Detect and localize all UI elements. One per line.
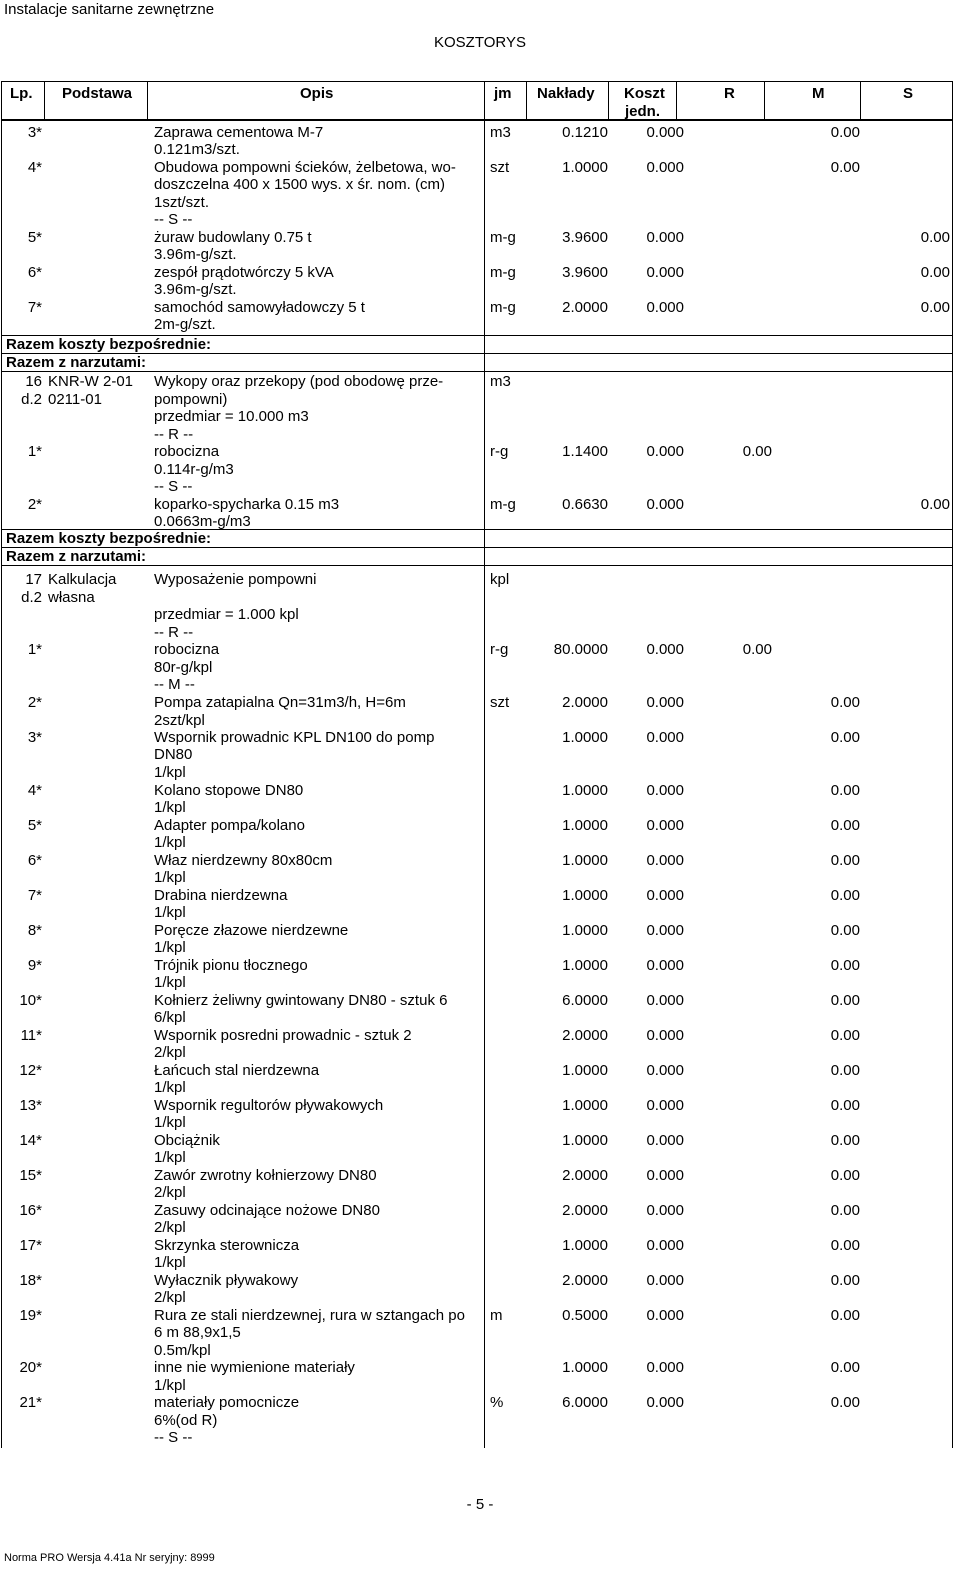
row-jm: m3 bbox=[490, 373, 511, 390]
row-lp: 3* bbox=[27, 729, 42, 746]
table-row bbox=[0, 1359, 960, 1376]
row-s-value: 0.00 bbox=[920, 299, 950, 316]
software-footer: Norma PRO Wersja 4.41a Nr seryjny: 8999 bbox=[4, 1552, 215, 1564]
table-row bbox=[0, 922, 960, 939]
row-naklady: 1.0000 bbox=[562, 782, 608, 799]
row-opis: Zawór zwrotny kołnierzowy DN80 bbox=[154, 1167, 377, 1184]
table-row bbox=[0, 817, 960, 834]
table-row bbox=[0, 1044, 960, 1061]
row-opis: Adapter pompa/kolano bbox=[154, 817, 305, 834]
row-opis: -- R -- bbox=[154, 624, 194, 641]
table-row bbox=[0, 461, 960, 478]
section-razem-z-narzutami: Razem z narzutami: bbox=[6, 354, 147, 371]
row-opis: inne nie wymienione materiały bbox=[154, 1359, 355, 1376]
row-s-value: 0.00 bbox=[920, 496, 950, 513]
row-opis: 80r-g/kpl bbox=[154, 659, 213, 676]
row-opis: doszczelna 400 x 1500 wys. x śr. nom. (cm) bbox=[154, 176, 445, 193]
row-naklady: 2.0000 bbox=[562, 1272, 608, 1289]
row-jm: m bbox=[490, 1307, 503, 1324]
table-row bbox=[0, 513, 960, 530]
row-opis: żuraw budowlany 0.75 t bbox=[154, 229, 312, 246]
table-row bbox=[0, 852, 960, 869]
row-koszt-jedn: 0.000 bbox=[646, 124, 684, 141]
col-header-jm: jm bbox=[494, 85, 512, 102]
row-naklady: 6.0000 bbox=[562, 992, 608, 1009]
row-lp: 11* bbox=[20, 1027, 42, 1044]
row-koszt-jedn: 0.000 bbox=[646, 922, 684, 939]
row-opis: 6 m 88,9x1,5 bbox=[154, 1324, 241, 1341]
row-opis: przedmiar = 1.000 kpl bbox=[154, 606, 299, 623]
row-opis: 1/kpl bbox=[154, 904, 186, 921]
table-row bbox=[0, 426, 960, 443]
table-row bbox=[0, 624, 960, 641]
row-lp: 1* bbox=[27, 443, 42, 460]
row-opis: 2m-g/szt. bbox=[154, 316, 216, 333]
row-opis: zespół prądotwórczy 5 kVA bbox=[154, 264, 334, 281]
table-row bbox=[0, 1412, 960, 1429]
row-opis: Skrzynka sterownicza bbox=[154, 1237, 300, 1254]
row-opis: robocizna bbox=[154, 443, 220, 460]
row-lp: 4* bbox=[27, 782, 42, 799]
row-naklady: 2.0000 bbox=[562, 1167, 608, 1184]
row-koszt-jedn: 0.000 bbox=[646, 159, 684, 176]
table-row bbox=[0, 589, 960, 606]
row-jm: m-g bbox=[490, 299, 516, 316]
row-koszt-jedn: 0.000 bbox=[646, 887, 684, 904]
row-s-value: 0.00 bbox=[830, 957, 860, 974]
table-row bbox=[0, 1132, 960, 1149]
row-jm: kpl bbox=[490, 571, 510, 588]
table-row bbox=[0, 443, 960, 460]
row-opis: DN80 bbox=[154, 746, 193, 763]
row-jm: m-g bbox=[490, 264, 516, 281]
row-lp: 6* bbox=[27, 852, 42, 869]
row-opis: 1/kpl bbox=[154, 939, 186, 956]
table-row bbox=[0, 641, 960, 658]
row-lp: 13* bbox=[19, 1097, 42, 1114]
row-lp: 14* bbox=[19, 1132, 42, 1149]
table-row bbox=[0, 1307, 960, 1324]
table-row bbox=[0, 264, 960, 281]
row-naklady: 1.0000 bbox=[562, 1062, 608, 1079]
row-koszt-jedn: 0.000 bbox=[646, 641, 684, 658]
table-row bbox=[0, 478, 960, 495]
table-row bbox=[0, 764, 960, 781]
table-row bbox=[0, 124, 960, 141]
row-s-value: 0.00 bbox=[830, 782, 860, 799]
row-opis: 1/kpl bbox=[154, 1114, 186, 1131]
section-koszty-bezposrednie: Razem koszty bezpośrednie: bbox=[6, 530, 212, 547]
row-opis: 0.5m/kpl bbox=[154, 1342, 211, 1359]
row-koszt-jedn: 0.000 bbox=[646, 1097, 684, 1114]
row-naklady: 3.9600 bbox=[562, 229, 608, 246]
row-naklady: 1.0000 bbox=[562, 729, 608, 746]
row-opis: 0.0663m-g/m3 bbox=[154, 513, 251, 530]
row-lp: 4* bbox=[27, 159, 42, 176]
col-header-s: S bbox=[903, 85, 914, 102]
row-lp: 6* bbox=[27, 264, 42, 281]
row-podstawa: Kalkulacja bbox=[48, 571, 117, 588]
row-naklady: 1.0000 bbox=[562, 852, 608, 869]
row-naklady: 1.0000 bbox=[562, 922, 608, 939]
row-s-value: 0.00 bbox=[830, 922, 860, 939]
row-opis: 6/kpl bbox=[154, 1009, 186, 1026]
row-koszt-jedn: 0.000 bbox=[646, 1027, 684, 1044]
row-lp: 3* bbox=[27, 124, 42, 141]
row-opis: materiały pomocnicze bbox=[154, 1394, 300, 1411]
row-koszt-jedn: 0.000 bbox=[646, 1359, 684, 1376]
table-row bbox=[0, 316, 960, 333]
row-naklady: 1.0000 bbox=[562, 1237, 608, 1254]
table-row bbox=[0, 834, 960, 851]
row-koszt-jedn: 0.000 bbox=[646, 957, 684, 974]
col-header-lp: Lp. bbox=[10, 85, 33, 102]
row-koszt-jedn: 0.000 bbox=[646, 694, 684, 711]
table-row bbox=[0, 571, 960, 588]
row-opis: 6%(od R) bbox=[154, 1412, 218, 1429]
row-opis: Wyłacznik pływakowy bbox=[154, 1272, 299, 1289]
row-s-value: 0.00 bbox=[830, 1062, 860, 1079]
row-lp: 9* bbox=[27, 957, 42, 974]
row-opis: 0.121m3/szt. bbox=[154, 141, 240, 158]
table-row bbox=[0, 1202, 960, 1219]
row-opis: -- R -- bbox=[154, 426, 194, 443]
row-s-value: 0.00 bbox=[830, 159, 860, 176]
row-opis: 1/kpl bbox=[154, 764, 186, 781]
row-lp: 8* bbox=[27, 922, 42, 939]
row-opis: 3.96m-g/szt. bbox=[154, 281, 237, 298]
row-naklady: 0.6630 bbox=[562, 496, 608, 513]
row-koszt-jedn: 0.000 bbox=[646, 729, 684, 746]
row-opis: Poręcze złazowe nierdzewne bbox=[154, 922, 349, 939]
row-koszt-jedn: 0.000 bbox=[646, 443, 684, 460]
row-lp: 16* bbox=[19, 1202, 42, 1219]
table-row bbox=[0, 904, 960, 921]
row-lp: 2* bbox=[27, 694, 42, 711]
col-header-m: M bbox=[812, 85, 825, 102]
table-row bbox=[0, 957, 960, 974]
table-row bbox=[0, 1219, 960, 1236]
table-row bbox=[0, 1097, 960, 1114]
row-opis: Rura ze stali nierdzewnej, rura w sztangach po bbox=[154, 1307, 465, 1324]
row-koszt-jedn: 0.000 bbox=[646, 852, 684, 869]
row-naklady: 1.0000 bbox=[562, 1359, 608, 1376]
row-opis: Wspornik regultorów pływakowych bbox=[154, 1097, 384, 1114]
table-row bbox=[0, 1254, 960, 1271]
row-koszt-jedn: 0.000 bbox=[646, 1307, 684, 1324]
row-podstawa: 0211-01 bbox=[48, 391, 102, 408]
row-opis: -- M -- bbox=[154, 676, 195, 693]
row-opis: Zasuwy odcinające nożowe DN80 bbox=[154, 1202, 380, 1219]
row-koszt-jedn: 0.000 bbox=[646, 299, 684, 316]
row-jm: m-g bbox=[490, 229, 516, 246]
table-row bbox=[0, 1342, 960, 1359]
row-s-value: 0.00 bbox=[830, 729, 860, 746]
row-naklady: 2.0000 bbox=[562, 1202, 608, 1219]
table-row bbox=[0, 1149, 960, 1166]
row-lp: 17* bbox=[19, 1237, 42, 1254]
table-row bbox=[0, 659, 960, 676]
table-row bbox=[0, 1114, 960, 1131]
row-opis: 2szt/kpl bbox=[154, 712, 205, 729]
row-lp: 21* bbox=[19, 1394, 42, 1411]
table-row bbox=[0, 1009, 960, 1026]
row-jm: szt bbox=[490, 159, 510, 176]
row-lp: 5* bbox=[27, 817, 42, 834]
table-row bbox=[0, 373, 960, 390]
table-row bbox=[0, 229, 960, 246]
row-opis: 1/kpl bbox=[154, 869, 186, 886]
table-row bbox=[0, 992, 960, 1009]
row-podstawa: KNR-W 2-01 bbox=[48, 373, 134, 390]
row-jm: r-g bbox=[490, 641, 509, 658]
row-opis: Wspornik prowadnic KPL DN100 do pomp bbox=[154, 729, 435, 746]
row-naklady: 1.1400 bbox=[562, 443, 608, 460]
row-opis: Wykopy oraz przekopy (pod obodowę prze- bbox=[154, 373, 444, 390]
row-koszt-jedn: 0.000 bbox=[646, 1202, 684, 1219]
row-opis: Obciążnik bbox=[154, 1132, 220, 1149]
row-opis: Kołnierz żeliwny gwintowany DN80 - sztuk 6 bbox=[154, 992, 448, 1009]
row-koszt-jedn: 0.000 bbox=[646, 1272, 684, 1289]
row-jm: m-g bbox=[490, 496, 516, 513]
table-row bbox=[0, 408, 960, 425]
row-opis: 1/kpl bbox=[154, 974, 186, 991]
document-title: Instalacje sanitarne zewnętrzne bbox=[4, 1, 215, 18]
row-naklady: 1.0000 bbox=[562, 1097, 608, 1114]
row-naklady: 3.9600 bbox=[562, 264, 608, 281]
table-row bbox=[0, 1394, 960, 1411]
row-opis: Wyposażenie pompowni bbox=[154, 571, 317, 588]
row-koszt-jedn: 0.000 bbox=[646, 782, 684, 799]
row-koszt-jedn: 0.000 bbox=[646, 264, 684, 281]
table-row bbox=[0, 1079, 960, 1096]
row-s-value: 0.00 bbox=[830, 1237, 860, 1254]
row-lp: d.2 bbox=[21, 589, 42, 606]
row-jm: szt bbox=[490, 694, 510, 711]
row-opis: robocizna bbox=[154, 641, 220, 658]
section-koszty-bezposrednie: Razem koszty bezpośrednie: bbox=[6, 336, 212, 353]
table-row bbox=[0, 606, 960, 623]
table-row bbox=[0, 246, 960, 263]
row-opis: Obudowa pompowni ścieków, żelbetowa, wo- bbox=[154, 159, 456, 176]
row-jm: r-g bbox=[490, 443, 509, 460]
row-s-value: 0.00 bbox=[830, 694, 860, 711]
table-row bbox=[0, 782, 960, 799]
table-row bbox=[0, 799, 960, 816]
table-row bbox=[0, 1377, 960, 1394]
row-koszt-jedn: 0.000 bbox=[646, 496, 684, 513]
table-row bbox=[0, 939, 960, 956]
row-jm: % bbox=[490, 1394, 504, 1411]
col-header-naklady: Nakłady bbox=[537, 85, 595, 102]
row-opis: -- S -- bbox=[154, 478, 193, 495]
table-row bbox=[0, 1272, 960, 1289]
row-naklady: 1.0000 bbox=[562, 887, 608, 904]
row-lp: 2* bbox=[27, 496, 42, 513]
page-heading: KOSZTORYS bbox=[434, 34, 526, 51]
table-row bbox=[0, 496, 960, 513]
table-row bbox=[0, 974, 960, 991]
row-opis: 1szt/szt. bbox=[154, 194, 210, 211]
row-koszt-jedn: 0.000 bbox=[646, 1237, 684, 1254]
row-s-value: 0.00 bbox=[830, 1027, 860, 1044]
table-row bbox=[0, 1237, 960, 1254]
row-opis: 2/kpl bbox=[154, 1219, 186, 1236]
row-naklady: 0.1210 bbox=[562, 124, 608, 141]
table-row bbox=[0, 712, 960, 729]
row-opis: -- S -- bbox=[154, 211, 193, 228]
row-s-value: 0.00 bbox=[830, 1272, 860, 1289]
row-lp: 20* bbox=[19, 1359, 42, 1376]
table-row bbox=[0, 1184, 960, 1201]
table-row bbox=[0, 729, 960, 746]
row-r-value: 0.00 bbox=[742, 443, 772, 460]
row-lp: 18* bbox=[19, 1272, 42, 1289]
row-opis: 1/kpl bbox=[154, 799, 186, 816]
page-number: - 5 - bbox=[466, 1496, 494, 1513]
row-opis: samochód samowyładowczy 5 t bbox=[154, 299, 365, 316]
table-row bbox=[0, 391, 960, 408]
row-koszt-jedn: 0.000 bbox=[646, 1062, 684, 1079]
row-lp: 1* bbox=[27, 641, 42, 658]
table-row bbox=[0, 1167, 960, 1184]
table-row bbox=[0, 194, 960, 211]
row-s-value: 0.00 bbox=[830, 992, 860, 1009]
table-row bbox=[0, 1062, 960, 1079]
table-row bbox=[0, 1429, 960, 1446]
table-row bbox=[0, 1289, 960, 1306]
table-row bbox=[0, 887, 960, 904]
row-podstawa: własna bbox=[48, 589, 95, 606]
row-s-value: 0.00 bbox=[830, 124, 860, 141]
section-razem-z-narzutami: Razem z narzutami: bbox=[6, 548, 147, 565]
row-lp: d.2 bbox=[21, 391, 42, 408]
row-naklady: 1.0000 bbox=[562, 159, 608, 176]
col-header-koszt-jedn: jedn. bbox=[625, 103, 661, 120]
table-row bbox=[0, 176, 960, 193]
row-naklady: 2.0000 bbox=[562, 1027, 608, 1044]
row-s-value: 0.00 bbox=[830, 887, 860, 904]
row-koszt-jedn: 0.000 bbox=[646, 1167, 684, 1184]
row-opis: Właz nierdzewny 80x80cm bbox=[154, 852, 333, 869]
row-lp: 17 bbox=[25, 571, 42, 588]
row-lp: 16 bbox=[25, 373, 42, 390]
row-lp: 7* bbox=[27, 299, 42, 316]
row-opis: 1/kpl bbox=[154, 1149, 186, 1166]
row-naklady: 1.0000 bbox=[562, 817, 608, 834]
row-lp: 10* bbox=[19, 992, 42, 1009]
row-s-value: 0.00 bbox=[830, 1097, 860, 1114]
table-row bbox=[0, 746, 960, 763]
row-opis: Łańcuch stal nierdzewna bbox=[154, 1062, 320, 1079]
row-opis: -- S -- bbox=[154, 1429, 193, 1446]
table-row bbox=[0, 299, 960, 316]
row-s-value: 0.00 bbox=[830, 852, 860, 869]
row-koszt-jedn: 0.000 bbox=[646, 229, 684, 246]
table-row bbox=[0, 694, 960, 711]
row-opis: 1/kpl bbox=[154, 1254, 186, 1271]
row-opis: Drabina nierdzewna bbox=[154, 887, 288, 904]
row-opis: Zaprawa cementowa M-7 bbox=[154, 124, 324, 141]
row-jm: m3 bbox=[490, 124, 511, 141]
row-s-value: 0.00 bbox=[830, 1394, 860, 1411]
row-s-value: 0.00 bbox=[830, 817, 860, 834]
row-naklady: 6.0000 bbox=[562, 1394, 608, 1411]
row-naklady: 2.0000 bbox=[562, 694, 608, 711]
row-naklady: 1.0000 bbox=[562, 957, 608, 974]
row-opis: 1/kpl bbox=[154, 1079, 186, 1096]
row-opis: 1/kpl bbox=[154, 1377, 186, 1394]
row-opis: Wspornik posredni prowadnic - sztuk 2 bbox=[154, 1027, 412, 1044]
table-row bbox=[0, 159, 960, 176]
row-opis: Kolano stopowe DN80 bbox=[154, 782, 304, 799]
col-header-opis: Opis bbox=[300, 85, 334, 102]
row-lp: 12* bbox=[19, 1062, 42, 1079]
row-s-value: 0.00 bbox=[920, 264, 950, 281]
row-opis: przedmiar = 10.000 m3 bbox=[154, 408, 309, 425]
row-koszt-jedn: 0.000 bbox=[646, 817, 684, 834]
table-row bbox=[0, 141, 960, 158]
row-lp: 7* bbox=[27, 887, 42, 904]
row-s-value: 0.00 bbox=[920, 229, 950, 246]
row-opis: pompowni) bbox=[154, 391, 228, 408]
table-row bbox=[0, 211, 960, 228]
row-opis: koparko-spycharka 0.15 m3 bbox=[154, 496, 340, 513]
table-row bbox=[0, 676, 960, 693]
row-koszt-jedn: 0.000 bbox=[646, 1394, 684, 1411]
row-opis: 2/kpl bbox=[154, 1044, 186, 1061]
row-opis: 1/kpl bbox=[154, 834, 186, 851]
table-row bbox=[0, 869, 960, 886]
row-naklady: 0.5000 bbox=[562, 1307, 608, 1324]
row-lp: 19* bbox=[19, 1307, 42, 1324]
table-row bbox=[0, 1027, 960, 1044]
row-s-value: 0.00 bbox=[830, 1132, 860, 1149]
row-s-value: 0.00 bbox=[830, 1307, 860, 1324]
col-header-koszt: Koszt bbox=[624, 85, 665, 102]
row-s-value: 0.00 bbox=[830, 1359, 860, 1376]
col-header-podstawa: Podstawa bbox=[62, 85, 133, 102]
row-naklady: 2.0000 bbox=[562, 299, 608, 316]
row-koszt-jedn: 0.000 bbox=[646, 1132, 684, 1149]
row-opis: 0.114r-g/m3 bbox=[154, 461, 234, 478]
row-s-value: 0.00 bbox=[830, 1167, 860, 1184]
row-lp: 5* bbox=[27, 229, 42, 246]
row-lp: 15* bbox=[19, 1167, 42, 1184]
row-naklady: 80.0000 bbox=[553, 641, 608, 658]
table-row bbox=[0, 1324, 960, 1341]
row-opis: Trójnik pionu tłocznego bbox=[154, 957, 308, 974]
row-opis: 3.96m-g/szt. bbox=[154, 246, 237, 263]
row-s-value: 0.00 bbox=[830, 1202, 860, 1219]
row-r-value: 0.00 bbox=[742, 641, 772, 658]
row-koszt-jedn: 0.000 bbox=[646, 992, 684, 1009]
row-naklady: 1.0000 bbox=[562, 1132, 608, 1149]
row-opis: Pompa zatapialna Qn=31m3/h, H=6m bbox=[154, 694, 406, 711]
table-row bbox=[0, 281, 960, 298]
row-opis: 2/kpl bbox=[154, 1184, 186, 1201]
col-header-r: R bbox=[724, 85, 735, 102]
row-opis: 2/kpl bbox=[154, 1289, 186, 1306]
